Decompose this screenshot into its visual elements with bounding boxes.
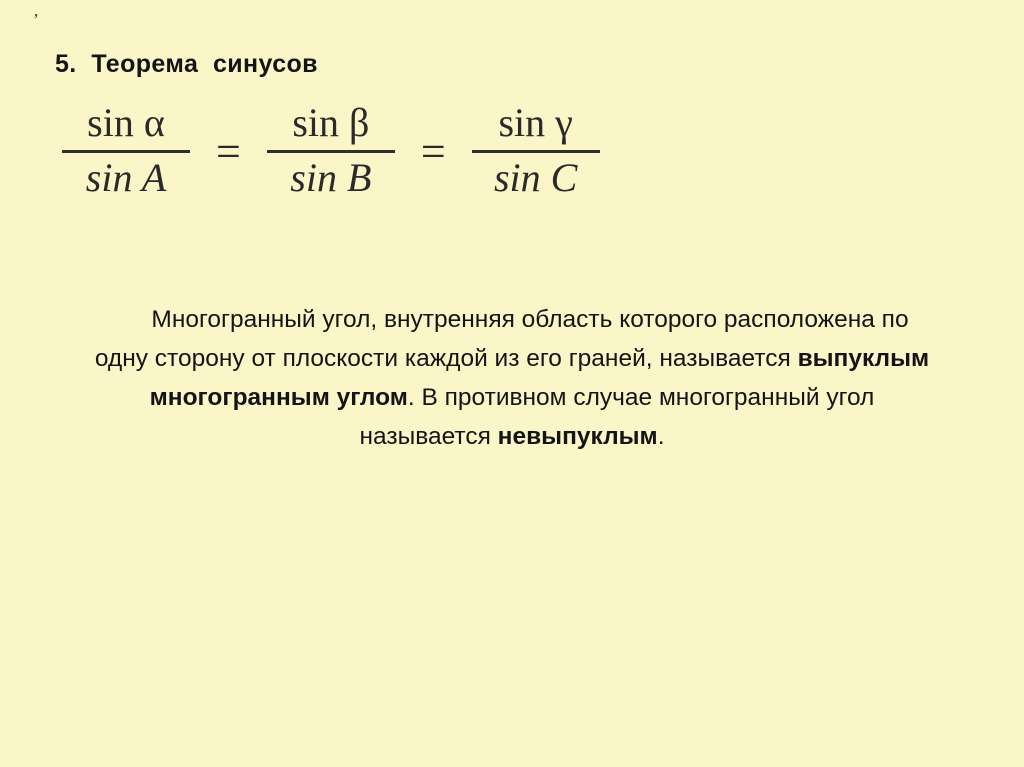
definition-part3: .	[657, 423, 665, 450]
fraction-alpha-bar	[62, 150, 190, 153]
fraction-alpha-numerator: sin α	[87, 100, 165, 145]
definition-paragraph	[86, 300, 938, 456]
equals-sign-1: =	[216, 126, 241, 176]
law-of-sines-formula	[58, 100, 604, 201]
fraction-gamma-bar	[472, 150, 600, 153]
fraction-gamma-numerator: sin γ	[498, 100, 573, 145]
fraction-beta-denominator: sin B	[290, 155, 372, 200]
fraction-beta-bar	[267, 150, 395, 153]
definition-part1: Многогранный угол, внутренняя область которого расположена по одну сторону от плоскости каждой из его граней, называется	[94, 306, 909, 372]
fraction-beta-numerator: sin β	[292, 100, 370, 145]
equals-sign-2: =	[420, 126, 446, 176]
fraction-alpha-denominator: sin A	[85, 155, 167, 200]
definition-bold-nonconvex: невыпуклым	[497, 423, 658, 450]
definition-part2: . В противном случае многогранный угол называется	[359, 384, 875, 450]
fraction-beta	[267, 100, 395, 201]
fraction-gamma-denominator: sin C	[493, 155, 578, 200]
fraction-gamma	[472, 100, 600, 201]
corner-mark: ,	[34, 1, 39, 20]
definition-bold-convex: выпуклым многогранным углом	[149, 345, 930, 411]
slide-title: 5. Теорема синусов	[55, 50, 318, 78]
fraction-alpha	[62, 100, 190, 201]
